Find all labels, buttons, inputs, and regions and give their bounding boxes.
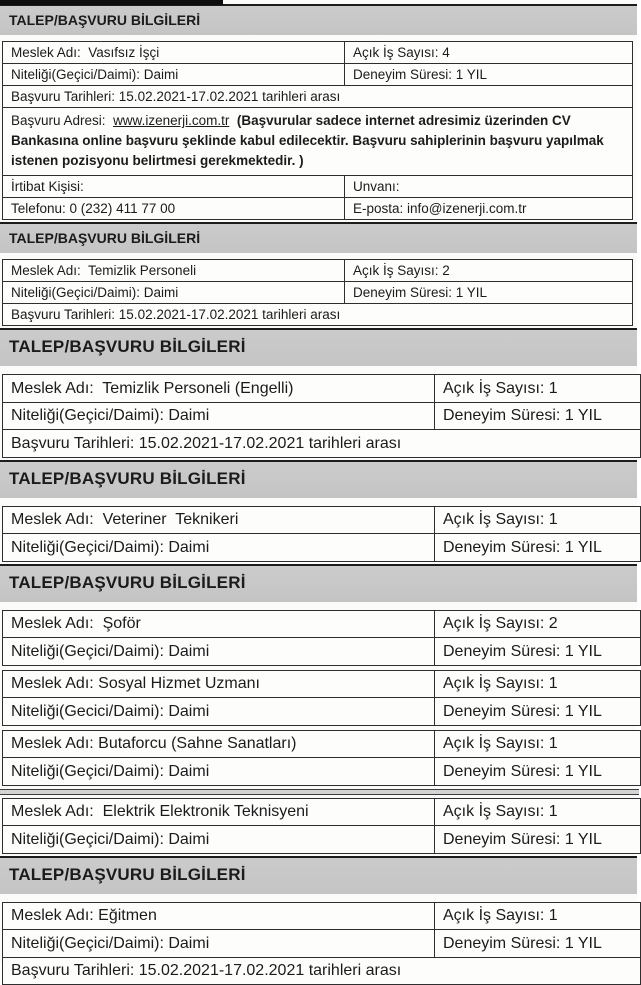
deneyim-suresi-cell: Deneyim Süresi: 1 YIL bbox=[345, 282, 632, 303]
meslek-adi-cell: Meslek Adı: Temizlik Personeli bbox=[3, 260, 345, 281]
section-header-bar bbox=[0, 460, 637, 498]
table-row bbox=[3, 402, 640, 430]
table-row bbox=[3, 671, 640, 698]
acik-is-sayisi-cell: Açık İş Sayısı: 1 bbox=[435, 903, 640, 930]
meslek-adi-cell: Meslek Adı: Vasıfsız İşçi bbox=[3, 42, 345, 63]
telefonu-cell: Telefonu: 0 (232) 411 77 00 bbox=[3, 198, 345, 219]
table-row bbox=[3, 637, 640, 665]
job-info-table bbox=[2, 41, 633, 220]
job-pair-table bbox=[2, 798, 641, 854]
deneyim-suresi-cell: Deneyim Süresi: 1 YIL bbox=[435, 930, 640, 957]
basvuru-tarihleri-cell: Başvuru Tarihleri: 15.02.2021-17.02.2021 tarihleri arası bbox=[3, 86, 632, 107]
unvani-cell: Unvanı: bbox=[345, 176, 632, 197]
table-row bbox=[3, 42, 632, 63]
job-info-table bbox=[2, 374, 641, 458]
acik-is-sayisi-cell: Açık İş Sayısı: 1 bbox=[435, 731, 640, 758]
section-header-bar bbox=[0, 564, 637, 602]
divider-strip bbox=[0, 789, 639, 795]
meslek-adi-cell: Meslek Adı: Veteriner Teknikeri bbox=[3, 507, 435, 534]
section-title: TALEP/BAŞVURU BİLGİLERİ bbox=[9, 865, 246, 884]
meslek-adi-cell: Meslek Adı: Sosyal Hizmet Uzmanı bbox=[3, 671, 435, 698]
table-row bbox=[3, 929, 640, 957]
section-header-bar bbox=[0, 222, 637, 253]
talep-section-4 bbox=[0, 460, 637, 562]
section-title: TALEP/BAŞVURU BİLGİLERİ bbox=[9, 337, 246, 356]
table-row bbox=[3, 757, 640, 785]
table-row bbox=[3, 303, 632, 325]
basvuru-adresi-label: Başvuru Adresi: bbox=[11, 113, 106, 128]
niteligi-cell: Niteliği(Geçici/Daimi): Daimi bbox=[3, 64, 345, 85]
table-row bbox=[3, 825, 640, 853]
talep-section-1 bbox=[0, 4, 637, 220]
meslek-adi-cell: Meslek Adı: Eğitmen bbox=[3, 903, 435, 930]
acik-is-sayisi-cell: Açık İş Sayısı: 1 bbox=[435, 507, 640, 534]
job-info-table-group bbox=[0, 610, 637, 854]
eposta-cell: E-posta: info@izenerji.com.tr bbox=[345, 198, 632, 219]
job-info-table bbox=[2, 259, 633, 326]
basvuru-adresi-cell bbox=[3, 108, 632, 175]
table-row bbox=[3, 611, 640, 638]
table-row bbox=[3, 697, 640, 725]
niteligi-cell: Niteliği(Geçici/Daimi): Daimi bbox=[3, 930, 435, 957]
acik-is-sayisi-cell: Açık İş Sayısı: 2 bbox=[345, 260, 632, 281]
acik-is-sayisi-cell: Açık İş Sayısı: 2 bbox=[435, 611, 640, 638]
table-row bbox=[3, 197, 632, 219]
job-pair-table bbox=[2, 610, 641, 666]
section-header-bar bbox=[0, 328, 637, 366]
meslek-adi-cell: Meslek Adı: Temizlik Personeli (Engelli) bbox=[3, 375, 435, 402]
table-row bbox=[3, 731, 640, 758]
table-row bbox=[3, 63, 632, 85]
table-row bbox=[3, 260, 632, 281]
meslek-adi-cell: Meslek Adı: Şoför bbox=[3, 611, 435, 638]
meslek-adi-cell: Meslek Adı: Butaforcu (Sahne Sanatları) bbox=[3, 731, 435, 758]
section-title: TALEP/BAŞVURU BİLGİLERİ bbox=[9, 469, 246, 488]
deneyim-suresi-cell: Deneyim Süresi: 1 YIL bbox=[435, 698, 640, 725]
acik-is-sayisi-cell: Açık İş Sayısı: 1 bbox=[435, 799, 640, 826]
section-title: TALEP/BAŞVURU BİLGİLERİ bbox=[9, 230, 200, 246]
job-pair-table bbox=[2, 670, 641, 726]
basvuru-tarihleri-cell: Başvuru Tarihleri: 15.02.2021-17.02.2021 tarihleri arası bbox=[3, 958, 640, 985]
section-header-bar bbox=[0, 4, 637, 35]
section-header-bar bbox=[0, 856, 637, 894]
deneyim-suresi-cell: Deneyim Süresi: 1 YIL bbox=[345, 64, 632, 85]
table-row bbox=[3, 903, 640, 930]
table-row bbox=[3, 85, 632, 107]
talep-section-5 bbox=[0, 564, 637, 854]
basvuru-tarihleri-cell: Başvuru Tarihleri: 15.02.2021-17.02.2021 tarihleri arası bbox=[3, 430, 640, 457]
scan-top-black-bar bbox=[0, 0, 223, 5]
acik-is-sayisi-cell: Açık İş Sayısı: 1 bbox=[435, 671, 640, 698]
acik-is-sayisi-cell: Açık İş Sayısı: 4 bbox=[345, 42, 632, 63]
job-pair-table bbox=[2, 730, 641, 786]
table-row bbox=[3, 533, 640, 561]
niteligi-cell: Niteliği(Geçici/Daimi): Daimi bbox=[3, 638, 435, 665]
niteligi-cell: Niteliği(Geçici/Daimi): Daimi bbox=[3, 403, 435, 430]
section-title: TALEP/BAŞVURU BİLGİLERİ bbox=[9, 12, 200, 28]
deneyim-suresi-cell: Deneyim Süresi: 1 YIL bbox=[435, 403, 640, 430]
talep-section-2 bbox=[0, 222, 637, 326]
application-url-text: www.izenerji.com.tr bbox=[113, 113, 229, 128]
talep-section-3 bbox=[0, 328, 637, 458]
basvuru-adresi-note: (Başvurular sadece internet adresimiz üzerinden CV Bankasına online başvuru şeklinde kabul edilecektir. Başvuru sahiplerinin başvuru yapılmak istenen pozisyonu belirtmesi gerekmektedir. ) bbox=[11, 113, 604, 168]
table-row bbox=[3, 799, 640, 826]
irtibat-kisisi-cell: İrtibat Kişisi: bbox=[3, 176, 345, 197]
niteligi-cell: Niteliği(Gecici/Daimi): Daimi bbox=[3, 698, 435, 725]
job-info-table bbox=[2, 506, 641, 562]
deneyim-suresi-cell: Deneyim Süresi: 1 YIL bbox=[435, 826, 640, 853]
acik-is-sayisi-cell: Açık İş Sayısı: 1 bbox=[435, 375, 640, 402]
niteligi-cell: Niteliği(Geçici/Daimi): Daimi bbox=[3, 534, 435, 561]
table-row bbox=[3, 507, 640, 534]
table-row bbox=[3, 107, 632, 175]
deneyim-suresi-cell: Deneyim Süresi: 1 YIL bbox=[435, 638, 640, 665]
deneyim-suresi-cell: Deneyim Süresi: 1 YIL bbox=[435, 758, 640, 785]
table-row bbox=[3, 175, 632, 197]
table-row bbox=[3, 281, 632, 303]
niteligi-cell: Niteliği(Geçici/Daimi): Daimi bbox=[3, 826, 435, 853]
basvuru-tarihleri-cell: Başvuru Tarihleri: 15.02.2021-17.02.2021 tarihleri arası bbox=[3, 304, 632, 325]
deneyim-suresi-cell: Deneyim Süresi: 1 YIL bbox=[435, 534, 640, 561]
talep-section-6 bbox=[0, 856, 637, 985]
meslek-adi-cell: Meslek Adı: Elektrik Elektronik Teknisyeni bbox=[3, 799, 435, 826]
table-row bbox=[3, 375, 640, 402]
table-row bbox=[3, 957, 640, 985]
table-row bbox=[3, 429, 640, 457]
niteligi-cell: Niteliği(Geçici/Daimi): Daimi bbox=[3, 282, 345, 303]
section-title: TALEP/BAŞVURU BİLGİLERİ bbox=[9, 573, 246, 592]
niteligi-cell: Niteliği(Geçici/Daimi): Daimi bbox=[3, 758, 435, 785]
job-info-table bbox=[2, 902, 641, 985]
